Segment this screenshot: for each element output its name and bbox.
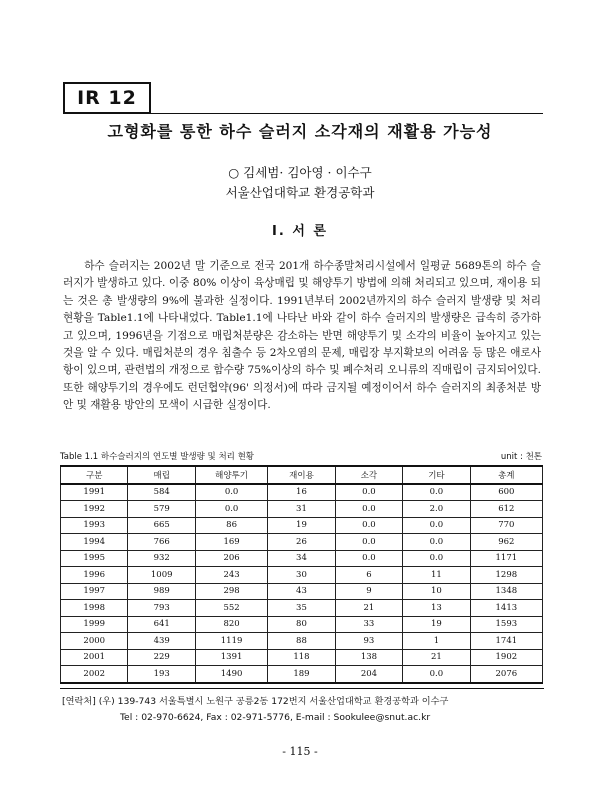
- table-cell: 552: [195, 600, 267, 617]
- affiliation: 서울산업대학교 환경공학과: [225, 185, 375, 200]
- table-cell: 1009: [128, 567, 195, 584]
- table-cell: 579: [128, 501, 195, 518]
- table-cell: 2.0: [403, 501, 470, 518]
- table-cell: 1741: [470, 633, 542, 650]
- table-cell: 10: [403, 583, 470, 600]
- table-cell: 1992: [61, 501, 128, 518]
- table-cell: 793: [128, 600, 195, 617]
- table-cell: 0.0: [335, 534, 402, 551]
- table-cell: 204: [335, 666, 402, 683]
- table-cell: 6: [335, 567, 402, 584]
- table-cell: 30: [268, 567, 335, 584]
- table-unit: unit : 천톤: [500, 452, 542, 462]
- table-cell: 1298: [470, 567, 542, 584]
- table-cell: 19: [403, 616, 470, 633]
- table-cell: 11: [403, 567, 470, 584]
- table-cell: 13: [403, 600, 470, 617]
- table-cell: 0.0: [403, 550, 470, 567]
- table-cell: 962: [470, 534, 542, 551]
- table-row: [61, 517, 543, 534]
- table-cell: 1119: [195, 633, 267, 650]
- table-cell: 0.0: [195, 501, 267, 518]
- table-cell: 9: [335, 583, 402, 600]
- table-cell: 1996: [61, 567, 128, 584]
- authors: ○ 김세범· 김아영 · 이수구: [228, 165, 372, 180]
- table-row: [61, 583, 543, 600]
- table-cell: 0.0: [195, 484, 267, 501]
- table-cell: 0.0: [403, 666, 470, 683]
- table-cell: 138: [335, 649, 402, 666]
- table-cell: 989: [128, 583, 195, 600]
- table-cell: 0.0: [403, 517, 470, 534]
- table-cell: 21: [403, 649, 470, 666]
- table-cell: 439: [128, 633, 195, 650]
- table-cell: 1991: [61, 484, 128, 501]
- table-cell: 118: [268, 649, 335, 666]
- table-cell: 2076: [470, 666, 542, 683]
- paper-id-badge: IR 12: [63, 82, 151, 114]
- col-header: 매립: [128, 466, 195, 484]
- table-cell: 584: [128, 484, 195, 501]
- table-cell: 1490: [195, 666, 267, 683]
- col-header: 해양투기: [195, 466, 267, 484]
- col-header: 재이용: [268, 466, 335, 484]
- table-cell: 1: [403, 633, 470, 650]
- table-cell: 33: [335, 616, 402, 633]
- col-header: 소각: [335, 466, 402, 484]
- table-cell: 34: [268, 550, 335, 567]
- table-cell: 1999: [61, 616, 128, 633]
- table-cell: 612: [470, 501, 542, 518]
- table-cell: 770: [470, 517, 542, 534]
- table-cell: 0.0: [335, 501, 402, 518]
- table-cell: 1995: [61, 550, 128, 567]
- table-cell: 2002: [61, 666, 128, 683]
- table-cell: 93: [335, 633, 402, 650]
- table-cell: 641: [128, 616, 195, 633]
- table-cell: 2001: [61, 649, 128, 666]
- table-cell: 0.0: [335, 484, 402, 501]
- contact-phone-email: Tel : 02-970-6624, Fax : 02-971-5776, E-mail : Sookulee@snut.ac.kr: [120, 712, 431, 723]
- col-header: 기타: [403, 466, 470, 484]
- table-cell: 189: [268, 666, 335, 683]
- table-cell: 0.0: [335, 550, 402, 567]
- header-divider: [63, 113, 543, 114]
- table-cell: 766: [128, 534, 195, 551]
- table-cell: 31: [268, 501, 335, 518]
- table-cell: 1348: [470, 583, 542, 600]
- table-cell: 88: [268, 633, 335, 650]
- table-row: [61, 567, 543, 584]
- table-row: [61, 633, 543, 650]
- table-row: [61, 616, 543, 633]
- table-cell: 1902: [470, 649, 542, 666]
- table-cell: 600: [470, 484, 542, 501]
- table-cell: 298: [195, 583, 267, 600]
- table-cell: 1171: [470, 550, 542, 567]
- table-cell: 243: [195, 567, 267, 584]
- body-paragraph: 하수 슬러지는 2002년 말 기준으로 전국 201개 하수종말처리시설에서 일평균 5689톤의 하수 슬러지가 발생하고 있다. 이중 80% 이상이 육상매립 및 해양투기 방법에 의해 처리되고 있으며, 재이용 되는 것은 총 발생량의 9%에 불과한 실정이다. 1991년부터 2002년까지의 하수 슬러지 발생량 및 처리 현황을 Table1.1에 나타내었다. Table1.1에 나타난 바와 같이 하수 슬러지의 발생량은 급속히 증가하고 있으며, 1996년을 기점으로 매립처분량은 감소하는 반면 해양투기 및 소각의 비율이 높아지고 있는 것을 알 수 있다. 매립처분의 경우 침출수 등 2차오염의 문제, 매립장 부지확보의 어려움 등 많은 애로사항이 있으며, 관련법의 개정으로 함수량 75%이상의 하수 및 폐수처리 오니류의 직매립이 금지되어있다. 또한 해양투기의 경우에도 런던협약(96' 의정서)에 따라 금지될 예정이어서 하수 슬러지의 최종처분 방안 및 재활용 방안의 모색이 시급한 실정이다.: [63, 260, 541, 412]
- table-cell: 1997: [61, 583, 128, 600]
- table-cell: 0.0: [403, 534, 470, 551]
- contact-address: [연락처] (우) 139-743 서울특별시 노원구 공릉2동 172번지 서울산업대학교 환경공학과 이수구: [62, 696, 449, 707]
- table-cell: 0.0: [335, 517, 402, 534]
- table-row: [61, 649, 543, 666]
- table-row: [61, 666, 543, 683]
- col-header: 총계: [470, 466, 542, 484]
- table-row: [61, 550, 543, 567]
- col-header: 구분: [61, 466, 128, 484]
- table-cell: 26: [268, 534, 335, 551]
- contact-info: [62, 694, 552, 726]
- table-cell: 2000: [61, 633, 128, 650]
- table-row: [61, 501, 543, 518]
- table-cell: 193: [128, 666, 195, 683]
- table-row: [61, 484, 543, 501]
- table-body: [61, 484, 543, 683]
- table-header-row: [61, 466, 543, 484]
- section-heading: I. 서 론: [272, 224, 328, 239]
- table-cell: 1998: [61, 600, 128, 617]
- page-number: - 115 -: [282, 745, 318, 758]
- table-cell: 35: [268, 600, 335, 617]
- contact-divider: [60, 688, 544, 689]
- table-cell: 86: [195, 517, 267, 534]
- table-cell: 43: [268, 583, 335, 600]
- table-cell: 1391: [195, 649, 267, 666]
- table-cell: 820: [195, 616, 267, 633]
- table-cell: 169: [195, 534, 267, 551]
- table-cell: 1994: [61, 534, 128, 551]
- table-cell: 665: [128, 517, 195, 534]
- table-cell: 229: [128, 649, 195, 666]
- table-cell: 1413: [470, 600, 542, 617]
- table-cell: 21: [335, 600, 402, 617]
- table-cell: 16: [268, 484, 335, 501]
- table-cell: 206: [195, 550, 267, 567]
- paper-title: 고형화를 통한 하수 슬러지 소각재의 재활용 가능성: [107, 122, 493, 141]
- table-cell: 1593: [470, 616, 542, 633]
- table-cell: 932: [128, 550, 195, 567]
- table-cell: 1993: [61, 517, 128, 534]
- table-cell: 19: [268, 517, 335, 534]
- table-row: [61, 600, 543, 617]
- table-row: [61, 534, 543, 551]
- table-cell: 80: [268, 616, 335, 633]
- table-caption: Table 1.1 하수슬러지의 연도별 발생량 및 처리 현황: [60, 452, 255, 462]
- data-table: [60, 465, 543, 684]
- table-cell: 0.0: [403, 484, 470, 501]
